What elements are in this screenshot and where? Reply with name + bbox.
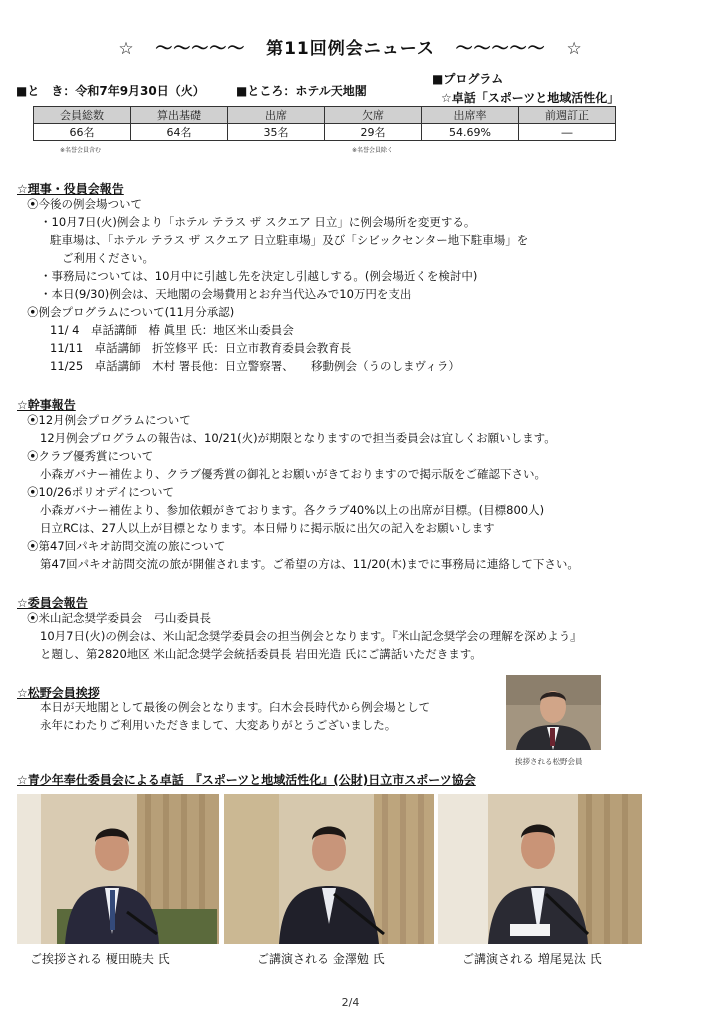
value-cell: 29名 (325, 124, 422, 141)
photo-caption: ご挨拶される 榎田暁夫 氏 (30, 952, 170, 966)
value-cell: 64名 (131, 124, 228, 141)
secretary-line: ⦿10/26ポリオデイについて (27, 485, 174, 499)
matsuno-line: 本日が天地閣として最後の例会となります。臼木会長時代から例会場として (40, 700, 431, 714)
attendance-header-row (34, 107, 616, 124)
section-heading-secretary: ☆幹事報告 (17, 398, 76, 412)
committee-line: ⦿米山記念奨学委員会 弓山委員長 (27, 611, 211, 625)
board-line: 11/11 卓話講師 折笠修平 氏：日立市教育委員会教育長 (50, 341, 352, 355)
header-cell: 出席率 (422, 107, 519, 124)
secretary-line: 小森ガバナー補佐より、クラブ優秀賞の御礼とお願いがきておりますので掲示版をご確認下さい。 (40, 467, 546, 481)
section-heading-board: ☆理事・役員会報告 (17, 182, 124, 196)
board-line: ご利用ください。 (62, 251, 154, 265)
attendance-value-row (34, 124, 616, 141)
program-label: ■プログラム (432, 72, 504, 86)
section-heading-committee: ☆委員会報告 (17, 596, 88, 610)
value-cell: ― (519, 124, 616, 141)
matsuno-caption: 挨拶される松野会員 (515, 757, 583, 766)
value-cell: 66名 (34, 124, 131, 141)
talk-heading: ☆青少年奉仕委員会による卓話 『スポーツと地域活性化』(公財)日立市スポーツ協会 (17, 773, 476, 787)
person-illustration (506, 675, 601, 750)
header-cell: 算出基礎 (131, 107, 228, 124)
board-line: ⦿例会プログラムについて(11月分承認) (27, 305, 235, 319)
secretary-line: ⦿クラブ優秀賞について (27, 449, 154, 463)
header-cell: 会員総数 (34, 107, 131, 124)
meeting-place: ■ところ：ホテル天地閣 (236, 84, 367, 98)
board-line: ・本日(9/30)例会は、天地閣の会場費用とお弁当代込みで10万円を支出 (40, 287, 412, 301)
page-title (0, 34, 701, 59)
meeting-date: ■と き：令和7年9月30日（火） (16, 84, 205, 98)
committee-line: と題し、第2820地区 米山記念奨学会統括委員長 岩田光造 氏にご講話いただきます。 (40, 647, 482, 661)
title-text: 第11回例会ニュース (266, 39, 435, 59)
photo-caption: ご講演される 増尾晃汰 氏 (462, 952, 602, 966)
header-cell: 前週訂正 (519, 107, 616, 124)
board-line: 11/ 4 卓話講師 椿 眞里 氏：地区米山委員会 (50, 323, 294, 337)
section-heading-matsuno: ☆松野会員挨拶 (17, 686, 100, 700)
note-right: ※名誉会員除く (352, 147, 394, 154)
secretary-line: 第47回パキオ訪問交流の旅が開催されます。ご希望の方は、11/20(木)までに事務局に連絡して下さい。 (40, 557, 579, 571)
board-line: 11/25 卓話講師 木村 署長他：日立警察署、 移動例会（うのしまヴィラ） (50, 359, 460, 373)
photo-caption: ご講演される 金澤勉 氏 (257, 952, 385, 966)
star-right: ☆ (566, 39, 583, 59)
secretary-line: 小森ガバナー補佐より、参加依頼がきております。各クラブ40%以上の出席が目標。(目標800人) (40, 503, 545, 517)
page-number: 2/4 (341, 996, 360, 1009)
speaker-photo-1 (17, 794, 219, 944)
tilde-left: ～～～～～ (155, 39, 246, 59)
secretary-line: ⦿第47回パキオ訪問交流の旅について (27, 539, 226, 553)
board-line: ⦿今後の例会場ついて (27, 197, 142, 211)
tilde-right: ～～～～～ (455, 39, 546, 59)
person-illustration (438, 794, 642, 944)
committee-line: 10月7日(火)の例会は、米山記念奨学委員会の担当例会となります。『米山記念奨学会の理解を深めよう』 (40, 629, 582, 643)
matsuno-photo (506, 675, 601, 750)
matsuno-line: 永年にわたりご利用いただきまして、大変ありがとうございました。 (40, 718, 397, 732)
star-left: ☆ (118, 39, 135, 59)
note-left: ※名誉会員含む (60, 147, 102, 154)
value-cell: 35名 (228, 124, 325, 141)
board-line: ・10月7日(火)例会より「ホテル テラス ザ スクエア 日立」に例会場所を変更する。 (40, 215, 476, 229)
secretary-line: 12月例会プログラムの報告は、10/21(火)が期限となりますので担当委員会は宜しくお願いします。 (40, 431, 556, 445)
header-cell: 欠席 (325, 107, 422, 124)
program-value: ☆卓話「スポーツと地域活性化」 (441, 91, 620, 105)
board-line: 駐車場は、「ホテル テラス ザ スクエア 日立駐車場」及び「シビックセンター地下駐車場」を (50, 233, 529, 247)
board-line: ・事務局については、10月中に引越し先を決定し引越しする。(例会場近くを検討中) (40, 269, 478, 283)
value-cell: 54.69% (422, 124, 519, 141)
speaker-photo-3 (438, 794, 642, 944)
header-cell: 出席 (228, 107, 325, 124)
secretary-line: ⦿12月例会プログラムについて (27, 413, 191, 427)
attendance-table (33, 106, 616, 141)
person-illustration (224, 794, 434, 944)
person-illustration (17, 794, 219, 944)
secretary-line: 日立RCは、27人以上が目標となります。本日帰りに掲示版に出欠の記入をお願いします (40, 521, 495, 535)
speaker-photo-2 (224, 794, 434, 944)
